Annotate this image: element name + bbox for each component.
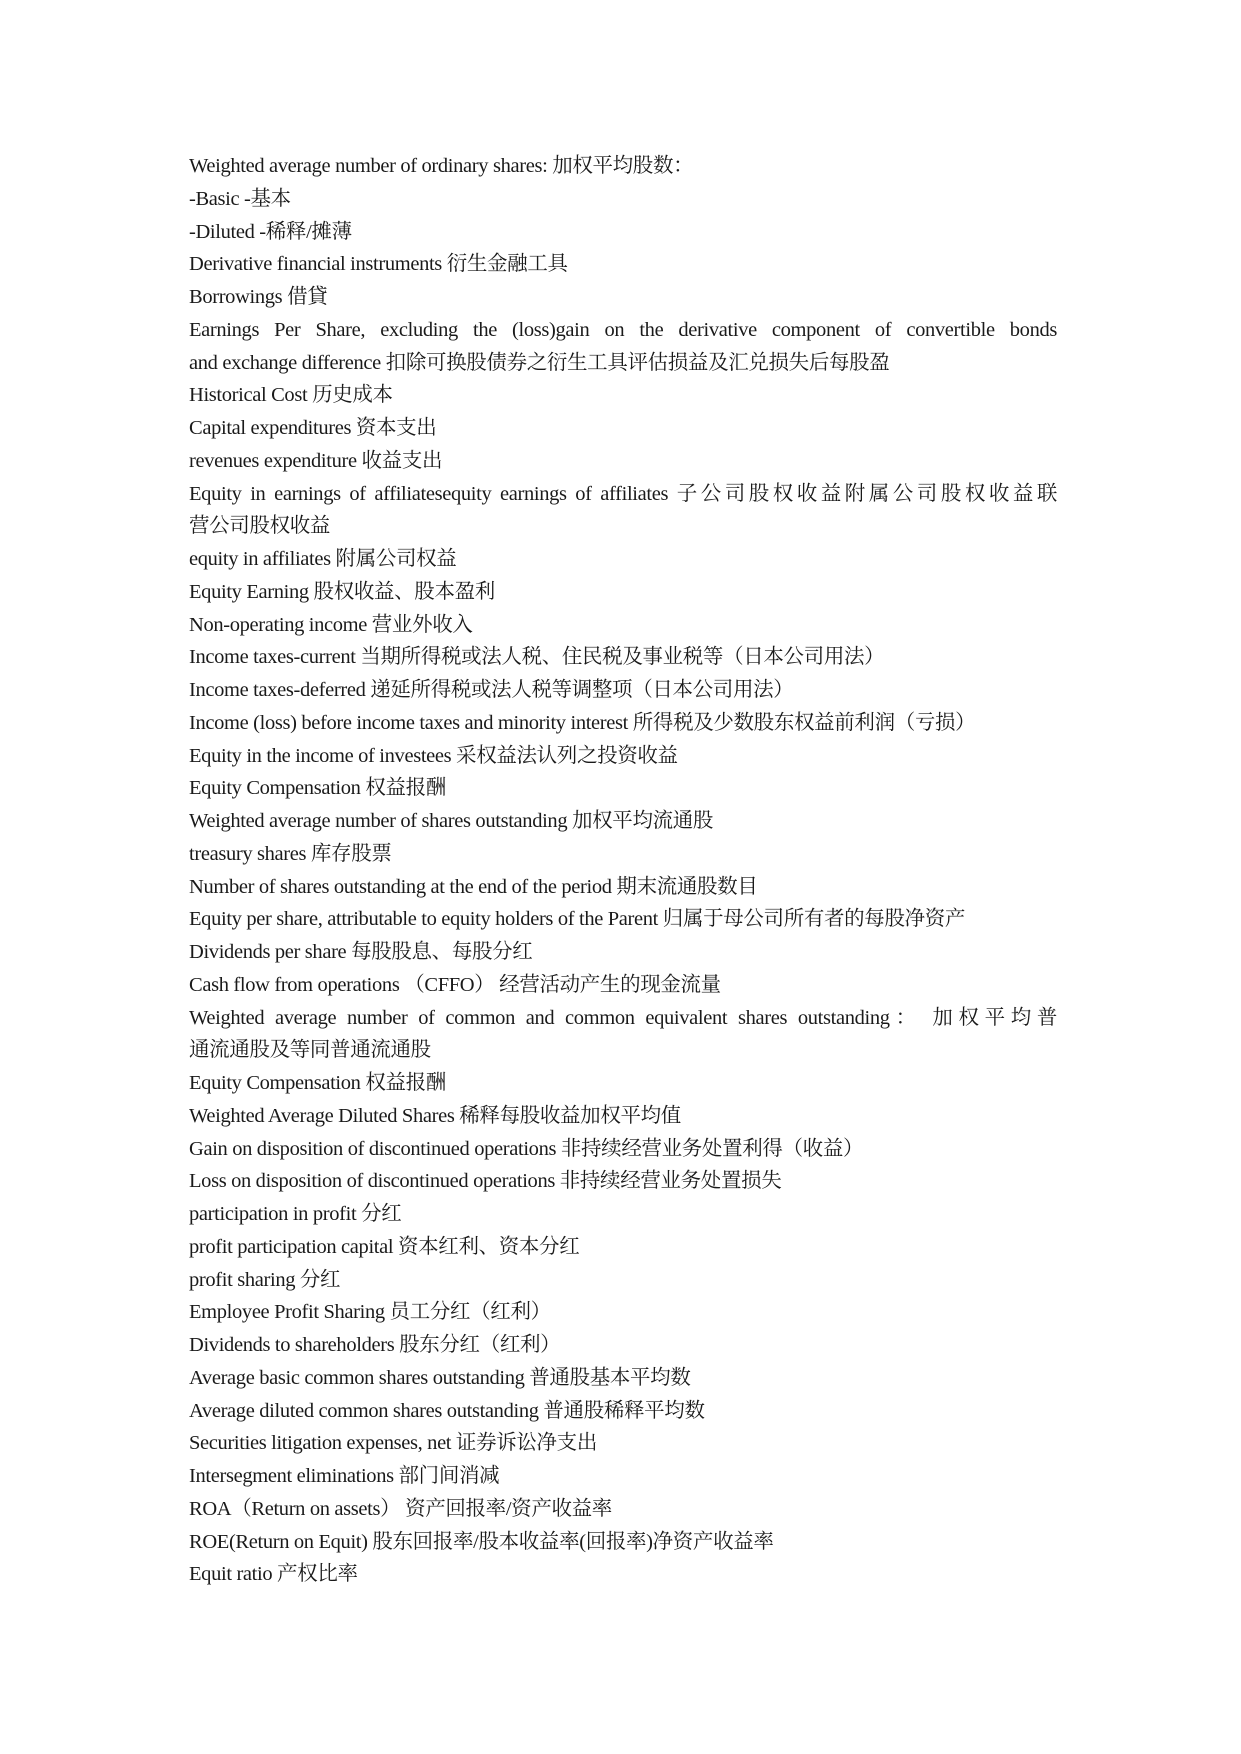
text-line: Derivative financial instruments 衍生金融工具	[189, 253, 568, 276]
text-line: ROA（Return on assets） 资产回报率/资产收益率	[189, 1497, 612, 1520]
text-line: Number of shares outstanding at the end of the period 期末流通股数目	[189, 875, 758, 898]
text-line: Dividends to shareholders 股东分红（红利）	[189, 1334, 561, 1356]
text-line: Employee Profit Sharing 员工分红（红利）	[189, 1301, 551, 1324]
text-line: Weighted average number of common and common equivalent shares outstanding： 加权平均普	[189, 1006, 1057, 1029]
text-line: Equity per share, attributable to equity holders of the Parent 归属于母公司所有者的每股净资产	[189, 908, 966, 931]
text-line: Income taxes-deferred 递延所得税或法人税等调整项（日本公司用法）	[189, 679, 794, 701]
glossary-text	[189, 150, 1057, 1591]
text-line: Weighted average number of ordinary shares: 加权平均股数：	[189, 155, 694, 177]
text-line: Equit ratio 产权比率	[189, 1563, 358, 1586]
text-line: profit sharing 分红	[189, 1268, 341, 1291]
text-line: Equity Earning 股权收益、股本盈利	[189, 580, 495, 603]
text-line: -Basic -基本	[189, 187, 291, 210]
text-line: profit participation capital 资本红利、资本分红	[189, 1235, 580, 1258]
text-line: treasury shares 库存股票	[189, 842, 392, 865]
text-line: Non-operating income 营业外收入	[189, 613, 473, 636]
text-line: equity in affiliates 附属公司权益	[189, 548, 457, 570]
text-line: Average diluted common shares outstanding 普通股稀释平均数	[189, 1399, 705, 1422]
text-line: Equity Compensation 权益报酬	[189, 1072, 446, 1094]
text-line: Weighted Average Diluted Shares 稀释每股收益加权平均值	[189, 1104, 681, 1127]
text-line: Capital expenditures 资本支出	[189, 417, 437, 439]
text-line: ROE(Return on Equit) 股东回报率/股本收益率(回报率)净资产收益率	[189, 1530, 774, 1553]
text-line: Intersegment eliminations 部门间消减	[189, 1465, 500, 1487]
text-line: revenues expenditure 收益支出	[189, 449, 443, 472]
text-line: 通流通股及等同普通流通股	[189, 1039, 431, 1062]
text-line: Dividends per share 每股股息、每股分红	[189, 941, 533, 963]
text-line: Equity in earnings of affiliatesequity earnings of affiliates 子公司股权收益附属公司股权收益联	[189, 482, 1057, 505]
text-line: Income taxes-current 当期所得税或法人税、住民税及事业税等（日本公司用法）	[189, 646, 885, 669]
text-line: Securities litigation expenses, net 证券诉讼净支出	[189, 1432, 597, 1455]
text-line: and exchange difference 扣除可换股债券之衍生工具评估损益及汇兑损失后每股盈	[189, 351, 890, 374]
text-line: Borrowings 借貸	[189, 286, 328, 308]
text-line: 营公司股权收益	[189, 515, 331, 538]
text-line: Weighted average number of shares outstanding 加权平均流通股	[189, 810, 714, 832]
text-line: Loss on disposition of discontinued operations 非持续经营业务处置损失	[189, 1170, 782, 1193]
text-line: Equity in the income of investees 采权益法认列之投资收益	[189, 744, 678, 767]
text-line: Income (loss) before income taxes and minority interest 所得税及少数股东权益前利润（亏损）	[189, 711, 976, 734]
text-line: Gain on disposition of discontinued operations 非持续经营业务处置利得（收益）	[189, 1137, 864, 1160]
text-line: Average basic common shares outstanding 普通股基本平均数	[189, 1366, 691, 1389]
text-line: Earnings Per Share, excluding the (loss)gain on the derivative component of convertible bonds	[189, 318, 1057, 341]
text-line: Historical Cost 历史成本	[189, 384, 393, 407]
text-line: participation in profit 分红	[189, 1203, 402, 1225]
text-line: Equity Compensation 权益报酬	[189, 777, 446, 800]
text-line: Cash flow from operations （CFFO） 经营活动产生的现金流量	[189, 973, 721, 996]
text-line: -Diluted -稀释/摊薄	[189, 220, 352, 243]
